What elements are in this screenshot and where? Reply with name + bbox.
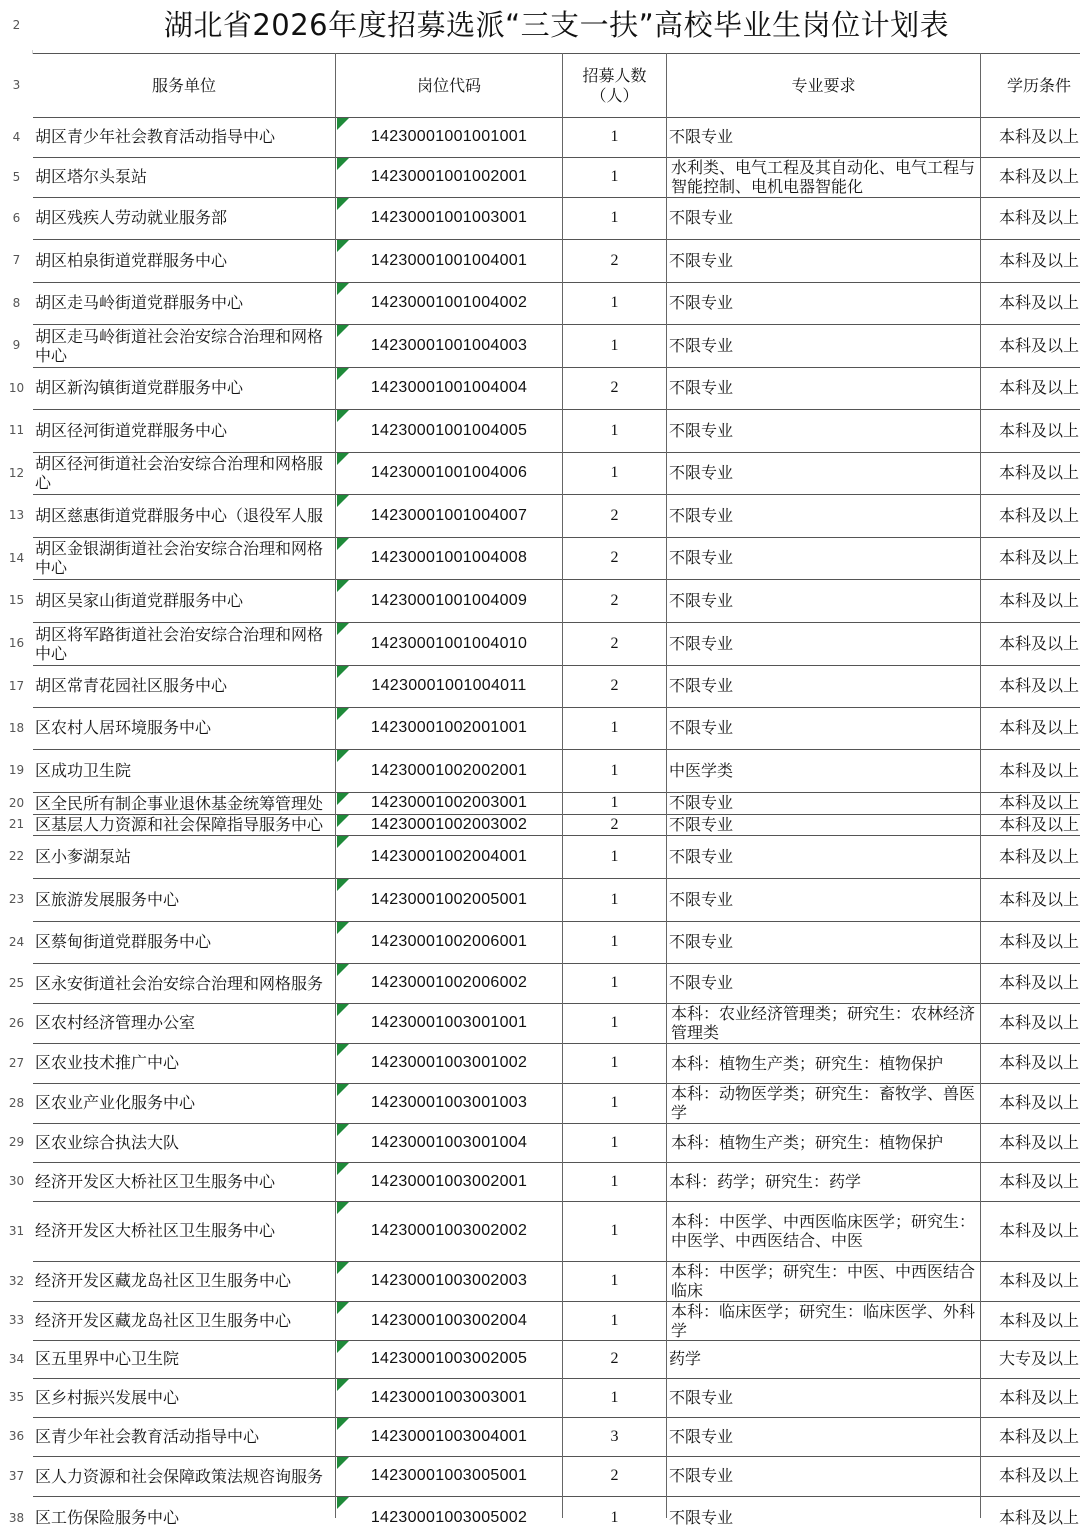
comment-indicator-icon (337, 1044, 349, 1056)
row-divider (33, 1043, 1080, 1044)
cell-position-code[interactable]: 14230001001003001 (370, 209, 528, 227)
cell-position-code[interactable]: 14230001003002001 (370, 1172, 528, 1190)
cell-service-unit[interactable]: 经济开发区藏龙岛社区卫生服务中心 (35, 1310, 292, 1330)
row-divider (33, 197, 1080, 198)
cell-service-unit[interactable]: 区成功卫生院 (35, 760, 132, 780)
comment-indicator-icon (337, 240, 349, 252)
row-number: 25 (0, 963, 33, 1003)
cell-education[interactable]: 本科及以上 (999, 1271, 1080, 1291)
comment-indicator-icon (337, 1163, 349, 1175)
cell-service-unit[interactable]: 区基层人力资源和社会保障指导服务中心 (35, 815, 324, 834)
comment-indicator-icon (337, 879, 349, 891)
comment-indicator-icon (337, 1084, 349, 1096)
cell-education[interactable]: 本科及以上 (999, 127, 1080, 147)
cell-recruit-count[interactable]: 1 (610, 1311, 619, 1329)
row-divider (33, 239, 1080, 240)
cell-position-code[interactable]: 14230001001004007 (370, 506, 528, 524)
cell-service-unit[interactable]: 区旅游发展服务中心 (35, 889, 180, 909)
cell-position-code[interactable]: 14230001001001001 (370, 128, 528, 146)
cell-education[interactable]: 本科及以上 (999, 463, 1080, 483)
cell-major-requirement[interactable]: 不限专业 (669, 676, 734, 696)
cell-major-requirement[interactable]: 本科：动物医学类；研究生：畜牧学、兽医学 (671, 1084, 976, 1122)
comment-indicator-icon (337, 580, 349, 592)
cell-service-unit[interactable]: 胡区径河街道党群服务中心 (35, 420, 228, 440)
comment-indicator-icon (337, 964, 349, 976)
comment-indicator-icon (337, 623, 349, 635)
comment-indicator-icon (337, 283, 349, 295)
cell-service-unit[interactable]: 胡区金银湖街道社会治安综合治理和网格中心 (35, 539, 324, 577)
row-number: 23 (0, 878, 33, 921)
cell-position-code[interactable]: 14230001003004001 (370, 1427, 528, 1445)
cell-recruit-count[interactable]: 1 (610, 1133, 619, 1151)
column-divider (980, 53, 981, 1518)
cell-recruit-count[interactable]: 1 (610, 1388, 619, 1406)
row-divider (33, 367, 1080, 368)
cell-service-unit[interactable]: 区农业技术推广中心 (35, 1053, 180, 1073)
cell-recruit-count[interactable]: 1 (610, 421, 619, 439)
row-divider (33, 1417, 1080, 1418)
cell-recruit-count[interactable]: 1 (610, 1014, 619, 1032)
row-divider (33, 835, 1080, 836)
row-number: 24 (0, 921, 33, 963)
row-number: 15 (0, 579, 33, 622)
cell-major-requirement[interactable]: 不限专业 (669, 463, 734, 483)
cell-service-unit[interactable]: 胡区径河街道社会治安综合治理和网格服心 (35, 454, 324, 492)
cell-position-code[interactable]: 14230001001004001 (370, 251, 528, 269)
row-divider (33, 792, 1080, 793)
cell-service-unit[interactable]: 区农村人居环境服务中心 (35, 718, 212, 738)
comment-indicator-icon (337, 1457, 349, 1469)
header-unit[interactable]: 服务单位 (151, 75, 216, 95)
row-number: 29 (0, 1123, 33, 1162)
cell-major-requirement[interactable]: 不限专业 (669, 973, 734, 993)
row-divider (33, 1378, 1080, 1379)
row-divider (33, 622, 1080, 623)
cell-service-unit[interactable]: 区农业综合执法大队 (35, 1132, 180, 1152)
comment-indicator-icon (337, 1302, 349, 1314)
cell-service-unit[interactable]: 胡区走马岭街道党群服务中心 (35, 293, 244, 313)
cell-major-requirement[interactable]: 不限专业 (669, 1466, 734, 1486)
cell-service-unit[interactable]: 胡区新沟镇街道党群服务中心 (35, 378, 244, 398)
cell-recruit-count[interactable]: 2 (610, 506, 619, 524)
row-number: 17 (0, 665, 33, 707)
comment-indicator-icon (337, 410, 349, 422)
cell-major-requirement[interactable]: 本科：农业经济管理类；研究生：农林经济管理类 (671, 1004, 976, 1042)
comment-indicator-icon (337, 1202, 349, 1214)
cell-education[interactable]: 本科及以上 (999, 378, 1080, 398)
row-number: 38 (0, 1496, 33, 1540)
comment-indicator-icon (337, 1341, 349, 1353)
row-number: 3 (0, 54, 33, 117)
cell-recruit-count[interactable]: 1 (610, 1054, 619, 1072)
row-divider (33, 1301, 1080, 1302)
comment-indicator-icon (337, 1124, 349, 1136)
cell-position-code[interactable]: 14230001003003001 (370, 1388, 528, 1406)
row-divider (33, 665, 1080, 666)
row-divider (33, 53, 1080, 54)
cell-position-code[interactable]: 14230001003001004 (370, 1133, 528, 1151)
cell-education[interactable]: 本科及以上 (999, 814, 1080, 834)
cell-service-unit[interactable]: 胡区吴家山街道党群服务中心 (35, 590, 244, 610)
cell-position-code[interactable]: 14230001003002002 (370, 1222, 528, 1240)
comment-indicator-icon (337, 158, 349, 170)
row-number: 32 (0, 1261, 33, 1301)
cell-education[interactable]: 本科及以上 (999, 1053, 1080, 1073)
cell-service-unit[interactable]: 胡区将军路街道社会治安综合治理和网格中心 (35, 624, 324, 663)
cell-education[interactable]: 本科及以上 (999, 548, 1080, 568)
cell-major-requirement[interactable]: 不限专业 (669, 932, 734, 952)
cell-position-code[interactable]: 14230001001004004 (370, 379, 528, 397)
row-divider (33, 494, 1080, 495)
cell-major-requirement[interactable]: 不限专业 (669, 846, 734, 866)
row-number: 22 (0, 835, 33, 878)
cell-education[interactable]: 本科及以上 (999, 718, 1080, 738)
comment-indicator-icon (337, 836, 349, 848)
cell-position-code[interactable]: 14230001003002005 (370, 1350, 528, 1368)
cell-education[interactable]: 本科及以上 (999, 293, 1080, 313)
cell-recruit-count[interactable]: 1 (610, 974, 619, 992)
cell-recruit-count[interactable]: 2 (610, 379, 619, 397)
row-divider (33, 707, 1080, 708)
cell-service-unit[interactable]: 区永安街道社会治安综合治理和网格服务 (35, 973, 324, 993)
row-number: 21 (0, 814, 33, 835)
row-number: 7 (0, 239, 33, 282)
cell-position-code[interactable]: 14230001002003002 (370, 815, 528, 833)
row-number: 6 (0, 197, 33, 239)
cell-service-unit[interactable]: 区蔡甸街道党群服务中心 (35, 932, 212, 952)
cell-education[interactable]: 本科及以上 (999, 335, 1080, 355)
cell-major-requirement[interactable]: 不限专业 (669, 814, 734, 834)
cell-major-requirement[interactable]: 不限专业 (669, 793, 734, 813)
cell-recruit-count[interactable]: 1 (610, 168, 619, 186)
row-divider (33, 1340, 1080, 1341)
cell-service-unit[interactable]: 经济开发区藏龙岛社区卫生服务中心 (35, 1271, 292, 1291)
cell-service-unit[interactable]: 胡区常青花园社区服务中心 (35, 676, 228, 696)
comment-indicator-icon (337, 325, 349, 337)
cell-major-requirement[interactable]: 药学 (669, 1349, 702, 1369)
row-number: 20 (0, 792, 33, 814)
row-number: 14 (0, 537, 33, 579)
row-number: 12 (0, 452, 33, 494)
cell-major-requirement[interactable]: 不限专业 (669, 505, 734, 525)
cell-recruit-count[interactable]: 3 (610, 1427, 619, 1445)
row-number: 13 (0, 494, 33, 537)
cell-recruit-count[interactable]: 1 (610, 933, 619, 951)
cell-position-code[interactable]: 14230001001004002 (370, 294, 528, 312)
cell-recruit-count[interactable]: 1 (610, 1094, 619, 1112)
cell-service-unit[interactable]: 区小奓湖泵站 (35, 846, 132, 866)
row-divider (33, 963, 1080, 964)
cell-major-requirement[interactable]: 不限专业 (669, 420, 734, 440)
cell-education[interactable]: 本科及以上 (999, 208, 1080, 228)
cell-education[interactable]: 本科及以上 (999, 1171, 1080, 1191)
row-divider (33, 409, 1080, 410)
comment-indicator-icon (337, 815, 349, 827)
cell-service-unit[interactable]: 区农业产业化服务中心 (35, 1093, 196, 1113)
cell-position-code[interactable]: 14230001003001001 (370, 1014, 528, 1032)
row-number: 10 (0, 367, 33, 409)
header-count[interactable]: 招募人数（人） (582, 65, 647, 105)
cell-education[interactable]: 本科及以上 (999, 1013, 1080, 1033)
row-number: 31 (0, 1201, 33, 1261)
cell-recruit-count[interactable]: 2 (610, 634, 619, 652)
cell-recruit-count[interactable]: 2 (610, 251, 619, 269)
cell-recruit-count[interactable]: 1 (610, 1172, 619, 1190)
row-divider (33, 921, 1080, 922)
row-divider (33, 537, 1080, 538)
cell-position-code[interactable]: 14230001002001001 (370, 719, 528, 737)
row-divider (33, 1162, 1080, 1163)
column-divider (666, 53, 667, 1518)
cell-service-unit[interactable]: 胡区慈惠街道党群服务中心（退役军人服 (35, 506, 324, 525)
cell-recruit-count[interactable]: 1 (610, 719, 619, 737)
cell-recruit-count[interactable]: 1 (610, 1272, 619, 1290)
row-divider (33, 157, 1080, 158)
cell-major-requirement[interactable]: 不限专业 (669, 1426, 734, 1446)
row-number: 16 (0, 622, 33, 665)
cell-service-unit[interactable]: 区青少年社会教育活动指导中心 (35, 1426, 260, 1446)
header-major[interactable]: 专业要求 (791, 75, 856, 95)
cell-recruit-count[interactable]: 2 (610, 549, 619, 567)
row-divider (33, 324, 1080, 325)
cell-recruit-count[interactable]: 2 (610, 815, 619, 833)
cell-major-requirement[interactable]: 本科：植物生产类；研究生：植物保护 (671, 1133, 944, 1152)
comment-indicator-icon (337, 750, 349, 762)
cell-education[interactable]: 本科及以上 (999, 932, 1080, 952)
cell-education[interactable]: 本科及以上 (999, 846, 1080, 866)
cell-recruit-count[interactable]: 1 (610, 794, 619, 812)
row-divider (33, 814, 1080, 815)
cell-position-code[interactable]: 14230001001004006 (370, 464, 528, 482)
cell-education[interactable]: 本科及以上 (999, 420, 1080, 440)
row-number: 19 (0, 749, 33, 792)
cell-education[interactable]: 本科及以上 (999, 889, 1080, 909)
row-divider (33, 749, 1080, 750)
cell-education[interactable]: 本科及以上 (999, 1310, 1080, 1330)
comment-indicator-icon (337, 118, 349, 130)
cell-recruit-count[interactable]: 1 (610, 464, 619, 482)
header-code[interactable]: 岗位代码 (416, 75, 481, 95)
header-education[interactable]: 学历条件 (1007, 75, 1072, 95)
row-number: 28 (0, 1083, 33, 1123)
comment-indicator-icon (337, 666, 349, 678)
row-number: 8 (0, 282, 33, 324)
cell-major-requirement[interactable]: 不限专业 (669, 293, 734, 313)
cell-major-requirement[interactable]: 不限专业 (669, 127, 734, 147)
row-divider (33, 1201, 1080, 1202)
cell-position-code[interactable]: 14230001002002001 (370, 761, 528, 779)
cell-education[interactable]: 本科及以上 (999, 973, 1080, 993)
cell-recruit-count[interactable]: 1 (610, 761, 619, 779)
cell-position-code[interactable]: 14230001001004005 (370, 421, 528, 439)
cell-position-code[interactable]: 14230001002003001 (370, 794, 528, 812)
cell-major-requirement[interactable]: 不限专业 (669, 633, 734, 653)
comment-indicator-icon (337, 368, 349, 380)
comment-indicator-icon (337, 1497, 349, 1509)
cell-education[interactable]: 本科及以上 (999, 1387, 1080, 1407)
row-number: 30 (0, 1162, 33, 1201)
row-divider (33, 1123, 1080, 1124)
cell-position-code[interactable]: 14230001003005001 (370, 1467, 528, 1485)
cell-service-unit[interactable]: 区工伤保险服务中心 (35, 1508, 180, 1528)
cell-major-requirement[interactable]: 不限专业 (669, 1508, 734, 1528)
cell-service-unit[interactable]: 区农村经济管理办公室 (35, 1013, 196, 1033)
row-number: 9 (0, 324, 33, 367)
cell-major-requirement[interactable]: 不限专业 (669, 718, 734, 738)
column-divider (562, 53, 563, 1518)
comment-indicator-icon (337, 1418, 349, 1430)
row-number: 33 (0, 1301, 33, 1340)
row-number: 2 (0, 0, 33, 50)
cell-recruit-count[interactable]: 1 (610, 128, 619, 146)
cell-major-requirement[interactable]: 本科：中医学、中西医临床医学；研究生：中医学、中西医结合、中医 (671, 1212, 976, 1250)
row-divider (33, 878, 1080, 879)
comment-indicator-icon (337, 793, 349, 805)
cell-education[interactable]: 本科及以上 (999, 633, 1080, 653)
cell-service-unit[interactable]: 区乡村振兴发展中心 (35, 1387, 180, 1407)
cell-education[interactable]: 本科及以上 (999, 793, 1080, 813)
row-number: 35 (0, 1378, 33, 1417)
row-number: 36 (0, 1417, 33, 1456)
cell-service-unit[interactable]: 经济开发区大桥社区卫生服务中心 (35, 1171, 276, 1191)
cell-major-requirement[interactable]: 不限专业 (669, 1387, 734, 1407)
cell-position-code[interactable]: 14230001001004011 (371, 677, 527, 695)
cell-position-code[interactable]: 14230001003001002 (370, 1054, 528, 1072)
cell-major-requirement[interactable]: 不限专业 (669, 378, 734, 398)
row-divider (33, 1496, 1080, 1497)
cell-major-requirement[interactable]: 不限专业 (669, 335, 734, 355)
cell-service-unit[interactable]: 胡区柏泉街道党群服务中心 (35, 250, 228, 270)
comment-indicator-icon (337, 1004, 349, 1016)
row-divider (33, 1003, 1080, 1004)
row-number: 18 (0, 707, 33, 749)
cell-recruit-count[interactable]: 1 (610, 847, 619, 865)
comment-indicator-icon (337, 198, 349, 210)
cell-major-requirement[interactable]: 水利类、电气工程及其自动化、电气工程与智能控制、电机电器智能化 (671, 158, 976, 196)
cell-education[interactable]: 本科及以上 (999, 590, 1080, 610)
cell-position-code[interactable]: 14230001001004008 (370, 549, 528, 567)
cell-recruit-count[interactable]: 1 (610, 1509, 619, 1527)
cell-education[interactable]: 本科及以上 (999, 1221, 1080, 1241)
cell-service-unit[interactable]: 区五里界中心卫生院 (35, 1349, 180, 1369)
cell-major-requirement[interactable]: 不限专业 (669, 548, 734, 568)
cell-education[interactable]: 本科及以上 (999, 1466, 1080, 1486)
cell-service-unit[interactable]: 胡区残疾人劳动就业服务部 (35, 208, 228, 228)
cell-education[interactable]: 本科及以上 (999, 505, 1080, 525)
row-number: 34 (0, 1340, 33, 1378)
row-number: 4 (0, 117, 33, 157)
cell-recruit-count[interactable]: 2 (610, 1467, 619, 1485)
cell-recruit-count[interactable]: 2 (610, 1350, 619, 1368)
cell-position-code[interactable]: 14230001002006001 (370, 933, 528, 951)
row-divider (33, 1456, 1080, 1457)
column-divider (335, 53, 336, 1518)
cell-recruit-count[interactable]: 1 (610, 336, 619, 354)
cell-position-code[interactable]: 14230001001004010 (370, 634, 528, 652)
cell-recruit-count[interactable]: 1 (610, 890, 619, 908)
row-number: 5 (0, 157, 33, 197)
cell-service-unit[interactable]: 胡区塔尔头泵站 (35, 167, 148, 187)
cell-major-requirement[interactable]: 中医学类 (669, 760, 734, 780)
cell-education[interactable]: 本科及以上 (999, 167, 1080, 187)
cell-education[interactable]: 本科及以上 (999, 250, 1080, 270)
row-number: 37 (0, 1456, 33, 1496)
cell-position-code[interactable]: 14230001003005002 (370, 1509, 528, 1527)
cell-position-code[interactable]: 14230001003002003 (370, 1272, 528, 1290)
cell-recruit-count[interactable]: 1 (610, 209, 619, 227)
row-divider (33, 1261, 1080, 1262)
cell-major-requirement[interactable]: 不限专业 (669, 208, 734, 228)
cell-education[interactable]: 本科及以上 (999, 1132, 1080, 1152)
cell-position-code[interactable]: 14230001003002004 (370, 1311, 528, 1329)
comment-indicator-icon (337, 495, 349, 507)
cell-service-unit[interactable]: 区人力资源和社会保障政策法规咨询服务 (35, 1466, 324, 1486)
cell-education[interactable]: 本科及以上 (999, 1426, 1080, 1446)
cell-recruit-count[interactable]: 2 (610, 677, 619, 695)
cell-education[interactable]: 本科及以上 (999, 760, 1080, 780)
comment-indicator-icon (337, 708, 349, 720)
cell-recruit-count[interactable]: 1 (610, 294, 619, 312)
row-divider (33, 117, 1080, 118)
cell-service-unit[interactable]: 区全民所有制企事业退休基金统筹管理处 (35, 793, 324, 813)
cell-major-requirement[interactable]: 本科：中医学；研究生：中医、中西医结合临床 (671, 1262, 976, 1300)
row-divider (33, 579, 1080, 580)
cell-major-requirement[interactable]: 不限专业 (669, 590, 734, 610)
row-divider (33, 452, 1080, 453)
sheet-title: 湖北省2026年度招募选派“三支一扶”高校毕业生岗位计划表 (163, 7, 950, 42)
cell-service-unit[interactable]: 经济开发区大桥社区卫生服务中心 (35, 1221, 276, 1241)
cell-major-requirement[interactable]: 本科：药学；研究生：药学 (669, 1171, 862, 1191)
comment-indicator-icon (337, 453, 349, 465)
cell-recruit-count[interactable]: 1 (610, 1222, 619, 1240)
cell-service-unit[interactable]: 胡区走马岭街道社会治安综合治理和网格中心 (35, 326, 324, 365)
comment-indicator-icon (337, 922, 349, 934)
cell-major-requirement[interactable]: 不限专业 (669, 250, 734, 270)
cell-position-code[interactable]: 14230001002006002 (370, 974, 528, 992)
cell-service-unit[interactable]: 胡区青少年社会教育活动指导中心 (35, 127, 276, 147)
cell-major-requirement[interactable]: 本科：植物生产类；研究生：植物保护 (671, 1053, 944, 1073)
row-divider (33, 1083, 1080, 1084)
row-number: 26 (0, 1003, 33, 1043)
cell-position-code[interactable]: 14230001001004003 (370, 336, 528, 354)
cell-education[interactable]: 本科及以上 (999, 1093, 1080, 1113)
cell-education[interactable]: 本科及以上 (999, 676, 1080, 696)
cell-position-code[interactable]: 14230001003001003 (370, 1094, 528, 1112)
cell-position-code[interactable]: 14230001001002001 (370, 168, 528, 186)
cell-major-requirement[interactable]: 本科：临床医学；研究生：临床医学、外科学 (671, 1301, 976, 1340)
row-number: 27 (0, 1043, 33, 1083)
cell-recruit-count[interactable]: 2 (610, 591, 619, 609)
comment-indicator-icon (337, 1262, 349, 1274)
comment-indicator-icon (337, 1379, 349, 1391)
cell-education[interactable]: 本科及以上 (999, 1508, 1080, 1528)
cell-major-requirement[interactable]: 不限专业 (669, 889, 734, 909)
cell-position-code[interactable]: 14230001001004009 (370, 591, 528, 609)
cell-education[interactable]: 大专及以上 (999, 1349, 1080, 1369)
row-number: 11 (0, 409, 33, 452)
cell-position-code[interactable]: 14230001002004001 (370, 847, 528, 865)
comment-indicator-icon (337, 538, 349, 550)
row-divider (33, 282, 1080, 283)
cell-position-code[interactable]: 14230001002005001 (370, 890, 528, 908)
